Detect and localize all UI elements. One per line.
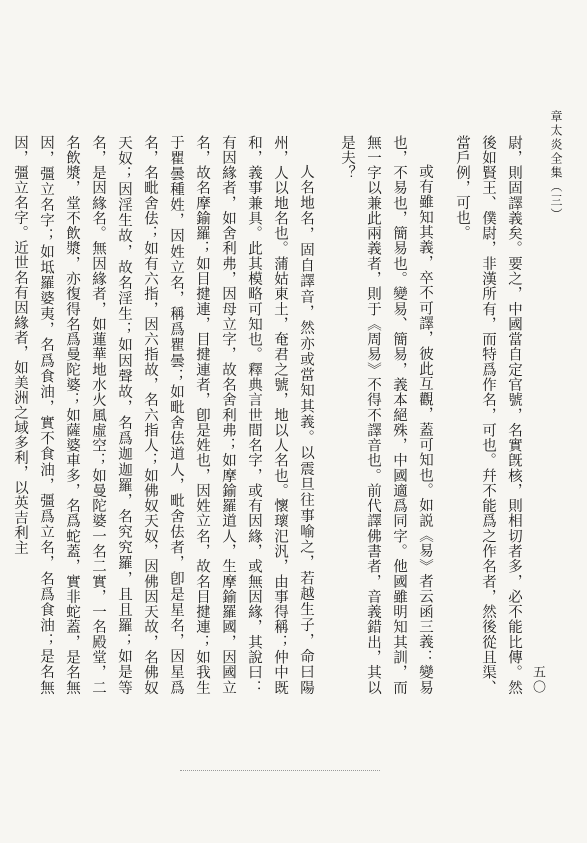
paragraph-2: 或有雖知其義，卒不可譯，彼此互觀，蓋可知也。如説《易》者云函三義：變易也，不易也，簡易也。變易、簡易，義本絕殊，中國適爲同字。他國雖明知其訓，而無一字以兼此兩義者，則于《周易》不得不譯音也。前代譯佛書者，音義錯出，其以是夫？ — [339, 135, 433, 695]
paragraph-3: 人名地名，固自譯音，然亦或當知其義。以震旦往事喻之，若越生子，命曰陽州，人以地名也。蒲姑東土，奄君之號，地以人名也。懷瓌汜汎，由事得稱；仲中既和，義事兼具。此其模略可知也。釋典言世間名字，或有因緣，或無因緣，其說曰：有因緣者，如舍利弗，因母立字，故名舍利弗；如摩鍮羅道人，生摩鍮羅國，因國立名，故名摩鍮羅；如目揵連，目揵連者，卽是姓也，因姓立名，故名目揵連；如我生于瞿曇種姓，因姓立名，稱爲瞿曇；如毗舍佉道人，毗舍佉者，卽是星名，因星爲名，名毗舍佉；如有六指，因六指故，名六指人；如佛奴天奴，因佛因天故，名佛奴天奴；因淫生故，故名淫生；如因聲故，名爲迦迦羅，名究究羅，且且羅；如是等名，是因緣名。無因緣者，如蓮華地水火風虛空；如曼陀婆一名二實，一名殿堂，二名飲漿，堂不飲漿，亦復得名爲曼陀婆；如薩婆車多，名爲蛇蓋，實非蛇蓋，是名無因，彊立名字；如坻羅婆夷，名爲食油，實不食油，彊爲立名，名爲食油；是名無因，彊立名字。近世名有因緣者，如美洲之域多利，以英吉利主 — [12, 135, 314, 695]
running-title: 章太炎全集（三） — [549, 110, 563, 222]
paragraph-1: 尉，則固譯義矣。要之，中國當自定官號，名實旣核，則相切者多，必不能比傳。然後如賢王、僕尉，非漢所有，而特爲作名，可也。幷不能爲之作名者，然後從且渠、當戶例，可也。 — [454, 135, 522, 695]
body-text — [12, 135, 527, 695]
footer-scan-line — [180, 770, 380, 772]
page-number: 五〇 — [530, 665, 545, 695]
